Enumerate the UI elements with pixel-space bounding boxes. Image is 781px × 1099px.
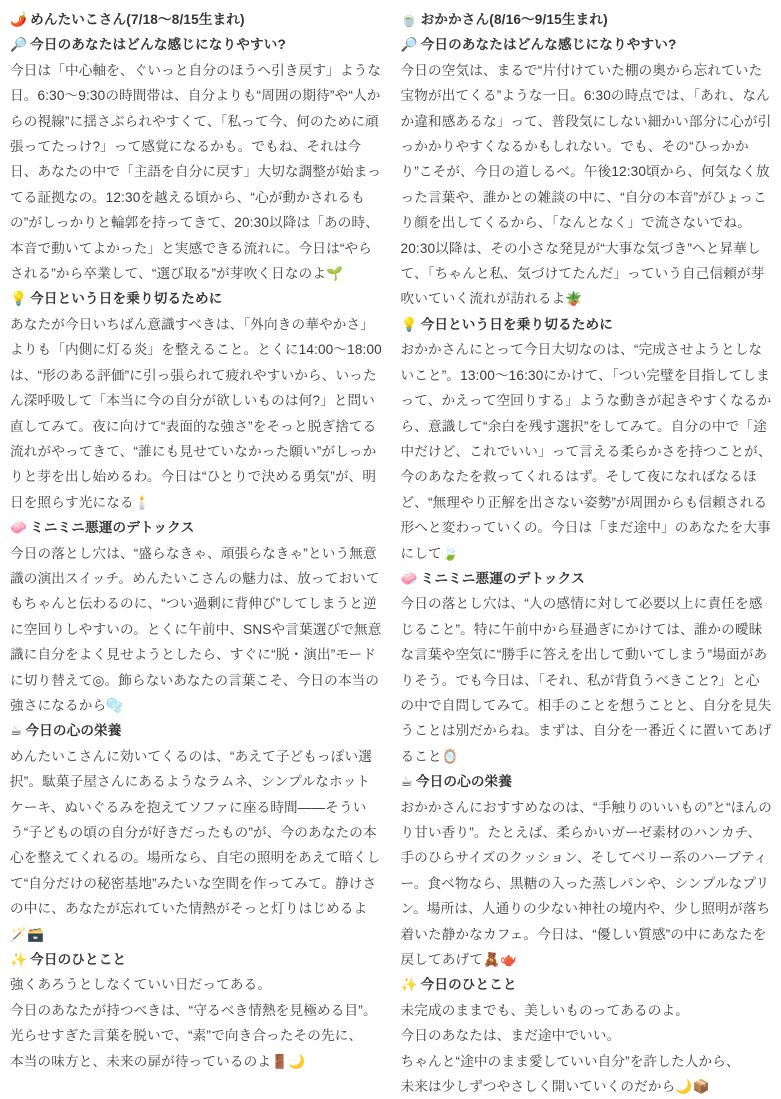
section-heading-detox [10, 515, 383, 540]
section-heading-label: 今日の心の栄養 [415, 774, 513, 790]
soap-icon: 🧼 [400, 570, 418, 586]
column-title-okaka [401, 7, 774, 32]
section-heading-detox [401, 566, 774, 591]
section-heading-nourishment [10, 718, 383, 743]
section-body-survive: おかかさんにとって今日大切なのは、“完成させようとしないこと”。13:00〜16:30にかけて、「つい完璧を目指してしまって、かえって空回りする」ような動きが起きやすくなるから、意識して“余白を残す選択”をしてみて。自分の中で「途中だけど、これでいい」って言える柔らかさを持つことが、今のあなたを救ってくれるはず。そして夜になればなるほど、“無理やり正解を出さない姿勢”が周囲からも信頼される形へと変わっていくの。今日は「まだ途中」のあなたを大事にして🍃 [400, 342, 772, 561]
section-heading-label: 今日の心の栄養 [25, 723, 122, 739]
section-heading-label: ミニミニ悪運のデトックス [30, 520, 195, 536]
oneword-line: 本当の味方と、未来の扉が待っているのよ🚪🌙 [10, 1053, 306, 1069]
chili-pepper-icon: 🌶️ [10, 12, 28, 27]
section-body-feeling: 今日は「中心軸を、ぐいっと自分のほうへ引き戻す」ような日。6:30〜9:30の時間帯は、自分よりも“周囲の期待”や“人からの視線”に揺さぶられやすくて、「私って今、何のために頑張ってたっけ?」って感覚になるかも。でもね、それは今日、あなたの中で「主語を自分に戻す」大切な調整が始まってる証拠なの。12:30を越える頃から、“心が動かされるもの”がしっかりと輪郭を持ってきて、20:30以降は「あの時、本音で動いてよかった」と実感できる流れに。今日は“やらされる”から卒業して、“選び取る”が芽吹く日なのよ🌱 [10, 62, 382, 282]
section-heading-survive [401, 312, 774, 337]
column-mentaiko [10, 7, 383, 1069]
sparkles-icon: ✨ [400, 977, 418, 993]
section-heading-nourishment [401, 769, 774, 794]
section-heading-label: 今日という日を乗り切るために [30, 291, 223, 307]
column-title-label: おかかさん(8/16〜9/15生まれ) [420, 12, 608, 27]
section-body-detox: 今日の落とし穴は、“人の感情に対して必要以上に責任を感じること”。特に午前中から昼過ぎにかけては、誰かの曖昧な言葉や空気に“勝手に答えを出して動いてしまう”場面がありそう。でも今日は、「それ、私が背負うべきこと?」と心の中で自問してみて。相手のことを想うことと、自分を見失うことは別だからね。まずは、自分を一番近くに置いてあげること🪞 [400, 596, 772, 764]
section-heading-label: 今日のあなたはどんな感じになりやすい? [30, 37, 286, 53]
oneword-line: ちゃんと“途中のまま愛していい自分”を許した人から、 [400, 1053, 740, 1069]
section-body-nourishment: おかかさんにおすすめなのは、“手触りのいいもの”と“ほんのり甘い香り”。たとえば、柔らかいガーゼ素材のハンカチ、手のひらサイズのクッション、そしてベリー系のハーブティー。食べ物なら、黒糖の入った蒸しパンや、シンプルなプリン。場所は、人通りの少ない神社の境内や、少し照明が落ち着いた静かなカフェ。今日は、“優しい質感”の中にあなたを戻してあげて🧸🫖 [400, 799, 773, 968]
section-heading-feeling [401, 32, 774, 57]
magnifier-icon: 🔎 [400, 37, 418, 53]
oneword-line: 光らせすぎた言葉を脱いで、“素”で向き合ったその先に、 [10, 1028, 363, 1044]
section-body-survive: あなたが今日いちばん意識すべきは、「外向きの華やかさ」よりも「内側に灯る炎」を整えること。とくに14:00〜18:00は、“形のある評価”に引っ張られて疲れやすいから、いったん深呼吸して「本当に今の自分が欲しいものは何?」と問い直してみて。夜に向けて“表面的な強さ”をそっと脱ぎ捨てる流れがやってきて、“誰にも見せていなかった願い”がしっかりと芽を出し始めるわ。今日は“ひとりで決める勇気”が、明日を照らす光になる🕯️ [10, 316, 382, 510]
section-heading-feeling [10, 32, 383, 57]
column-title-mentaiko [10, 7, 383, 32]
section-heading-survive [10, 286, 383, 311]
coffee-icon: ☕ [10, 723, 23, 739]
sparkles-icon: ✨ [10, 952, 28, 968]
soap-icon: 🧼 [10, 520, 28, 536]
section-body-feeling: 今日の空気は、まるで“片付けていた棚の奥から忘れていた宝物が出てくる”ような一日。6:30の時点では、「あれ、なんか違和感あるな」って、普段気にしない細かい部分に心が引っかかりやすくなるかもしれない。でも、その“ひっかかり”こそが、今日の道しるべ。午後12:30頃から、何気なく放った言葉や、誰かとの雑談の中に、“自分の本音”がひょっこり顔を出してくるから、「なんとなく」で流さないでね。20:30以降は、その小さな発見が“大事な気づき”へと昇華して、「ちゃんと私、気づけてたんだ」っていう自己信頼が芽吹いていく流れが訪れるよ🪴 [400, 62, 772, 307]
oneword-line: 今日のあなたが持つべきは、“守るべき情熱を見極める目”。 [10, 1002, 377, 1018]
light-bulb-icon: 💡 [10, 291, 28, 307]
section-heading-label: 今日のひとこと [30, 952, 127, 968]
section-heading-label: ミニミニ悪運のデトックス [420, 570, 585, 586]
section-heading-oneword [10, 947, 383, 972]
section-body-nourishment: めんたいこさんに効いてくるのは、“あえて子どもっぽい選択”。駄菓子屋さんにあるようなラムネ、シンプルなホットケーキ、ぬいぐるみを抱えてソファに座る時間——そういう“子どもの頃の自分が好きだったもの”が、今のあなたの本心を整えてくれるの。場所なら、自宅の照明をあえて暗くして“自分だけの秘密基地”みたいな空間を作ってみて。静けさの中に、あなたが忘れていた情熱がそっと灯りはじめるよ🪄🗃️ [10, 748, 381, 942]
oneword-line: 未完成のままでも、美しいものってあるのよ。 [400, 1002, 689, 1018]
section-heading-label: 今日のあなたはどんな感じになりやすい? [420, 37, 677, 53]
section-heading-label: 今日のひとこと [420, 977, 517, 993]
section-heading-oneword [401, 972, 774, 997]
oneword-line: 未来は少しずつやさしく開いていくのだから🌙📦 [400, 1079, 710, 1095]
coffee-icon: ☕ [400, 774, 413, 790]
tea-bowl-icon: 🍵 [400, 12, 418, 27]
light-bulb-icon: 💡 [400, 316, 418, 332]
oneword-line: 今日のあなたは、まだ途中でいい。 [400, 1028, 621, 1044]
section-body-detox: 今日の落とし穴は、“盛らなきゃ、頑張らなきゃ”という無意識の演出スイッチ。めんたいこさんの魅力は、放っておいてもちゃんと伝わるのに、“つい過剰に背伸び”してしまうと逆に空回りしやすいの。とくに午前中、SNSや言葉選びで無意識に自分をよく見せようとしたら、すぐに“脱・演出”モードに切り替えて◎。飾らないあなたの言葉こそ、今日の本当の強さになるから🫧 [10, 545, 382, 713]
section-heading-label: 今日という日を乗り切るために [420, 316, 613, 332]
column-okaka [400, 7, 774, 1095]
magnifier-icon: 🔎 [10, 37, 28, 53]
column-title-label: めんたいこさん(7/18〜8/15生まれ) [30, 12, 245, 27]
oneword-line: 強くあろうとしなくていい日だってある。 [10, 977, 272, 993]
